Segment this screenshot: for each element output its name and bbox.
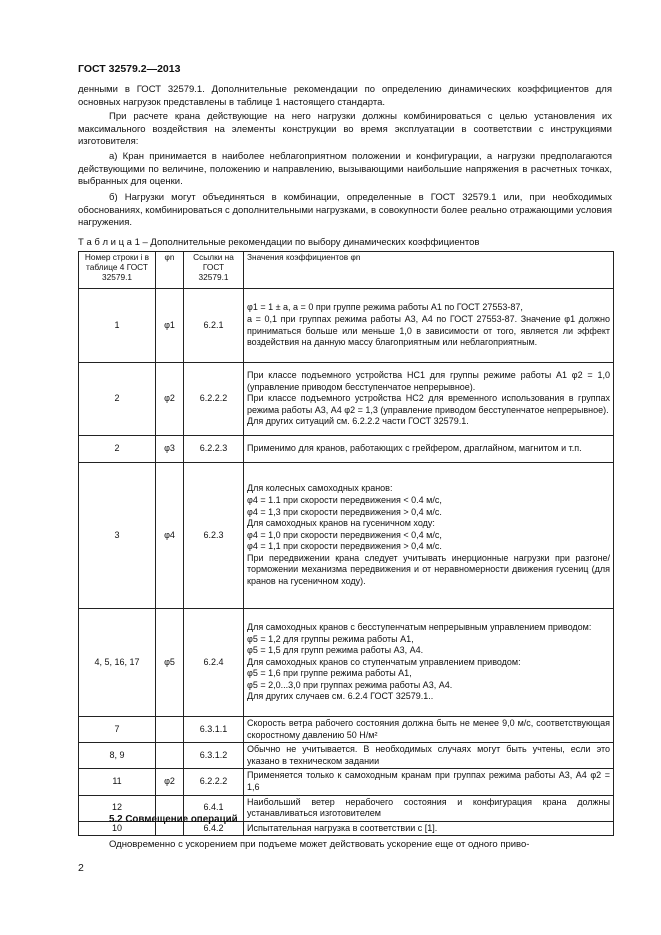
cell-reference: 6.2.3 [184,463,244,609]
value-line: φ5 = 1,2 для группы режима работы А1, [247,633,414,644]
page-number: 2 [78,862,84,874]
cell-reference: 6.2.1 [184,289,244,363]
header-reference: Ссылки на ГОСТ 32579.1 [184,252,244,289]
cell-phi: φ2 [156,363,184,436]
value-line: φ5 = 1,5 для групп режима работы А3, А4. [247,645,424,656]
header-values: Значения коэффициентов φn [244,252,614,289]
cell-phi: φ3 [156,436,184,463]
cell-row-number: 2 [79,436,156,463]
value-line: φ5 = 1,6 при группе режима работы А1, [247,668,412,679]
header-phi: φn [156,252,184,289]
value-line: Для самоходных кранов со ступенчатым управлением приводом: [247,656,521,667]
value-line: Для колесных самоходных кранов: [247,483,393,494]
table-row [79,363,614,436]
cell-phi: φ5 [156,609,184,717]
cell-reference: 6.3.1.1 [184,717,244,743]
value-line: При передвижении крана следует учитывать инерционные нагрузки при разгоне/торможении механизма передвижения и от неравномерности движения гусениц (для кранов на гусеничном ходу). [247,552,610,587]
value-line: Обычно не учитывается. В необходимых случаях могут быть учтены, если это указано в техническом задании [247,744,610,766]
document-header: ГОСТ 32579.2—2013 [78,63,181,75]
cell-row-number: 10 [79,821,156,836]
cell-values [244,717,614,743]
value-line: Для самоходных кранов на гусеничном ходу: [247,518,435,529]
section-title: 5.2 Совмещение операций [109,814,238,825]
value-line: φ4 = 1,3 при скорости передвижения > 0,4 м/с. [247,506,442,517]
value-line: Испытательная нагрузка в соответствии с [1]. [247,822,438,833]
paragraph-item-a: а) Кран принимается в наиболее неблагоприятном положении и конфигурации, а нагрузки предполагаются действующими по величине, положению и направлению, вызывающими наибольшие напряжения в расчетных точках, выбранных для оценки. [78,151,612,188]
table-row [79,717,614,743]
cell-values [244,289,614,363]
section-paragraph: Одновременно с ускорением при подъеме может действовать ускорение еще от одного приво- [109,839,530,850]
cell-reference: 6.3.1.2 [184,743,244,769]
value-line: a = 0,1 при группах режима работы А3, А4 по ГОСТ 27553-87. Значение φ1 должно приниматься больше или меньше 1,0 в зависимости от того, является ли эффект воздействия на данную массу благоприятным или неблагоприятным. [247,313,610,348]
value-line: Для самоходных кранов с бесступенчатым непрерывным управлением приводом: [247,621,592,632]
cell-values [244,363,614,436]
table-row [79,743,614,769]
cell-reference: 6.2.2.2 [184,769,244,795]
value-line: При классе подъемного устройства НС2 для временного использования в группах режима работы А3, А4 φ2 = 1,3 (управление приводом бесступенчатое непрерывное). [247,393,610,415]
cell-reference: 6.4.1 [184,795,244,821]
value-line: φ4 = 1.1 при скорости передвижения < 0.4 м/с, [247,494,442,505]
value-line: φ4 = 1,0 при скорости передвижения < 0,4 м/с, [247,529,442,540]
cell-reference: 6.2.2.3 [184,436,244,463]
cell-reference: 6.4.2 [184,821,244,836]
paragraph-loads: При расчете крана действующие на него нагрузки должны комбинироваться с целью установления их максимального воздействия на элементы конструкции во время эксплуатации в соответствии с инструкциями изготовителя: [78,111,612,148]
cell-values [244,463,614,609]
cell-values [244,821,614,836]
table-caption: Т а б л и ц а 1 – Дополнительные рекомендации по выбору динамических коэффициентов [78,237,480,248]
cell-values [244,795,614,821]
cell-phi [156,743,184,769]
value-line: Скорость ветра рабочего состояния должна быть не менее 9,0 м/с, соответствующая скоростному давлению 50 Н/м² [247,718,610,740]
cell-row-number: 7 [79,717,156,743]
value-line: φ5 = 2,0...3,0 при группах режима работы А3, А4. [247,679,453,690]
value-line: φ1 = 1 ± a, a = 0 при группе режима работы А1 по ГОСТ 27553-87, [247,302,523,313]
paragraph-intro: денными в ГОСТ 32579.1. Дополнительные рекомендации по определению динамических коэффициентов для основных нагрузок представлены в таблице 1 настоящего стандарта. [78,84,612,108]
value-line: При классе подъемного устройства НС1 для группы режиме работы А1 φ2 = 1,0 (управление приводом бесступенчатое непрерывное). [247,370,610,392]
table-row [79,463,614,609]
table-row [79,289,614,363]
dynamic-coefficients-table [78,251,614,836]
value-line: Применяется только к самоходным кранам при группах режима работы А3, А4 φ2 = 1,6 [247,770,610,792]
table-header-row [79,252,614,289]
cell-row-number: 3 [79,463,156,609]
cell-row-number: 1 [79,289,156,363]
cell-values [244,609,614,717]
cell-values [244,743,614,769]
table-row [79,436,614,463]
cell-phi: φ2 [156,769,184,795]
header-row-number: Номер строки i в таблице 4 ГОСТ 32579.1 [79,252,156,289]
table-row [79,769,614,795]
cell-reference: 6.2.4 [184,609,244,717]
cell-values [244,769,614,795]
cell-row-number: 4, 5, 16, 17 [79,609,156,717]
value-line: Наибольший ветер нерабочего состояния и конфигурация крана должны устанавливаться изготовителем [247,796,610,819]
value-line: Применимо для кранов, работающих с грейфером, драглайном, магнитом и т.п. [247,443,582,454]
cell-row-number: 11 [79,769,156,795]
cell-row-number: 2 [79,363,156,436]
cell-phi [156,717,184,743]
cell-reference: 6.2.2.2 [184,363,244,436]
cell-phi: φ1 [156,289,184,363]
value-line: Для других случаев см. 6.2.4 ГОСТ 32579.1.. [247,691,434,702]
cell-row-number: 8, 9 [79,743,156,769]
value-line: φ4 = 1,1 при скорости передвижения > 0,4 м/с. [247,541,442,552]
cell-phi: φ4 [156,463,184,609]
table-row [79,609,614,717]
cell-values [244,436,614,463]
cell-row-number: 12 [79,795,156,821]
value-line: Для других ситуаций см. 6.2.2.2 части ГОСТ 32579.1. [247,416,469,427]
paragraph-item-b: б) Нагрузки могут объединяться в комбинации, определенные в ГОСТ 32579.1 или, при необходимых обоснованиях, комбинироваться с дополнительными нагрузками, в совокупности более реально отражающими условия нагружения. [78,192,612,229]
